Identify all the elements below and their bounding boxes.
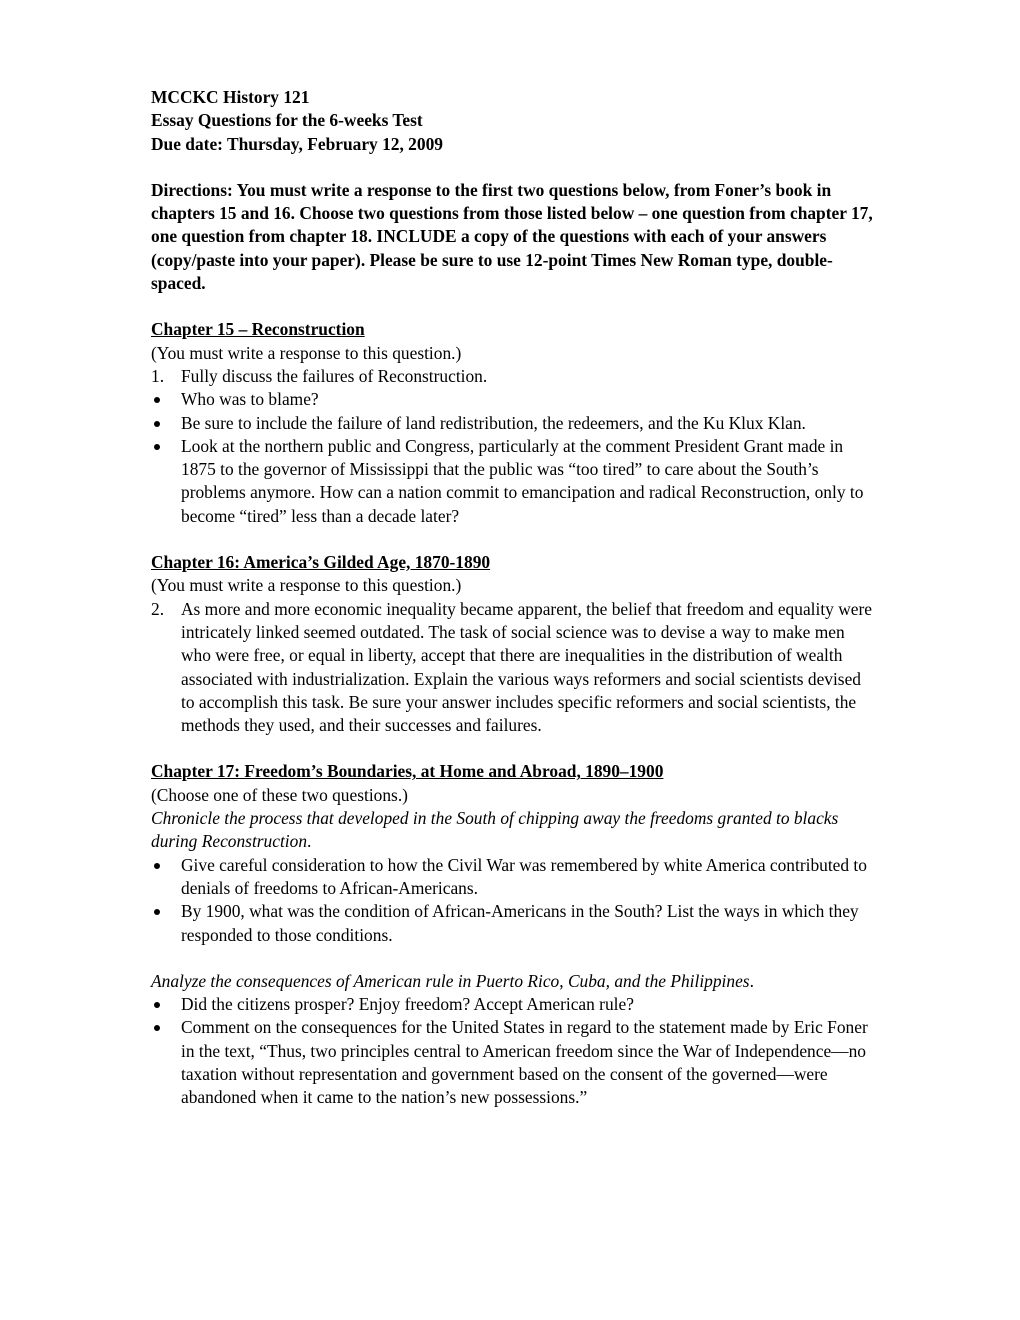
chapter-16-heading: Chapter 16: America’s Gilded Age, 1870-1890 [151, 552, 491, 573]
chapter-17-heading: Chapter 17: Freedom’s Boundaries, at Home and Abroad, 1890–1900 [151, 761, 664, 782]
bullet-icon [154, 1002, 160, 1008]
bullet-text: Did the citizens prosper? Enjoy freedom? Accept American rule? [181, 994, 634, 1015]
document-page [151, 86, 876, 1110]
question-1-number: 1. [151, 365, 165, 386]
chapter-17-question-b [151, 970, 876, 993]
list-item [151, 435, 876, 528]
due-date: Due date: Thursday, February 12, 2009 [151, 133, 443, 154]
chapter-17-question-b-text: Analyze the consequences of American rule in Puerto Rico, Cuba, and the Philippines [151, 970, 750, 991]
spacer [151, 156, 876, 179]
list-item [151, 412, 876, 435]
list-item [151, 900, 876, 947]
question-2-text: As more and more economic inequality became apparent, the belief that freedom and equality were intricately linked seemed outdated. The task of social science was to devise a way to make men who were free, or equal in liberty, accept that there are inequalities in the distribution of wealth associated with industrialization. Explain the various ways reformers and social scientists devised to accomplish this task. Be sure your answer includes specific reformers and social scientists, the methods they used, and their successes and failures. [181, 598, 872, 736]
bullet-icon [154, 1025, 160, 1031]
list-item [151, 388, 876, 411]
question-2 [151, 598, 876, 738]
list-item [151, 993, 876, 1016]
bullet-icon [154, 863, 160, 869]
question-1-text: Fully discuss the failures of Reconstruction. [181, 365, 488, 386]
bullet-icon [154, 397, 160, 403]
bullet-text: Comment on the consequences for the United States in regard to the statement made by Eric Foner in the text, “Thus, two principles central to American freedom since the War of Independence—no taxation without representation and government based on the consent of the governed—were abandoned when it came to the nation’s new possessions.” [181, 1017, 868, 1108]
chapter-17-question-a-text: Chronicle the process that developed in the South of chipping away the freedoms granted to blacks during Reconstruction [151, 808, 839, 852]
bullet-icon [154, 444, 160, 450]
chapter-17-note: (Choose one of these two questions.) [151, 784, 408, 805]
chapter-16-note: (You must write a response to this question.) [151, 575, 462, 596]
spacer [151, 295, 876, 318]
bullet-icon [154, 421, 160, 427]
bullet-text: Look at the northern public and Congress, particularly at the comment President Grant made in 1875 to the governor of Mississippi that the public was “too tired” to care about the South’s problems anymore. How can a nation commit to emancipation and radical Reconstruction, only to become “tired” less than a decade later? [181, 435, 864, 526]
spacer [151, 528, 876, 551]
chapter-17-question-a [151, 807, 876, 854]
chapter-17-question-b-period: . [749, 970, 754, 991]
list-item [151, 854, 876, 901]
bullet-icon [154, 909, 160, 915]
question-1 [151, 365, 876, 388]
document-title: Essay Questions for the 6-weeks Test [151, 110, 423, 131]
chapter-15-note: (You must write a response to this question.) [151, 342, 462, 363]
bullet-text: By 1900, what was the condition of African-Americans in the South? List the ways in which they responded to those conditions. [181, 901, 859, 945]
spacer [151, 737, 876, 760]
list-item [151, 1016, 876, 1109]
question-2-number: 2. [151, 598, 165, 619]
bullet-text: Be sure to include the failure of land redistribution, the redeemers, and the Ku Klux Klan. [181, 412, 806, 433]
bullet-text: Who was to blame? [181, 389, 319, 410]
spacer [151, 947, 876, 970]
bullet-text: Give careful consideration to how the Civil War was remembered by white America contributed to denials of freedoms to African-Americans. [181, 854, 867, 898]
directions-paragraph: Directions: You must write a response to the first two questions below, from Foner’s book in chapters 15 and 16. Choose two questions from those listed below – one question from chapter 17, one question from chapter 18. INCLUDE a copy of the questions with each of your answers (copy/paste into your paper). Please be sure to use 12-point Times New Roman type, double-spaced. [151, 179, 873, 294]
chapter-17-question-a-period: . [307, 831, 312, 852]
chapter-15-heading: Chapter 15 – Reconstruction [151, 319, 365, 340]
course-title: MCCKC History 121 [151, 87, 310, 107]
